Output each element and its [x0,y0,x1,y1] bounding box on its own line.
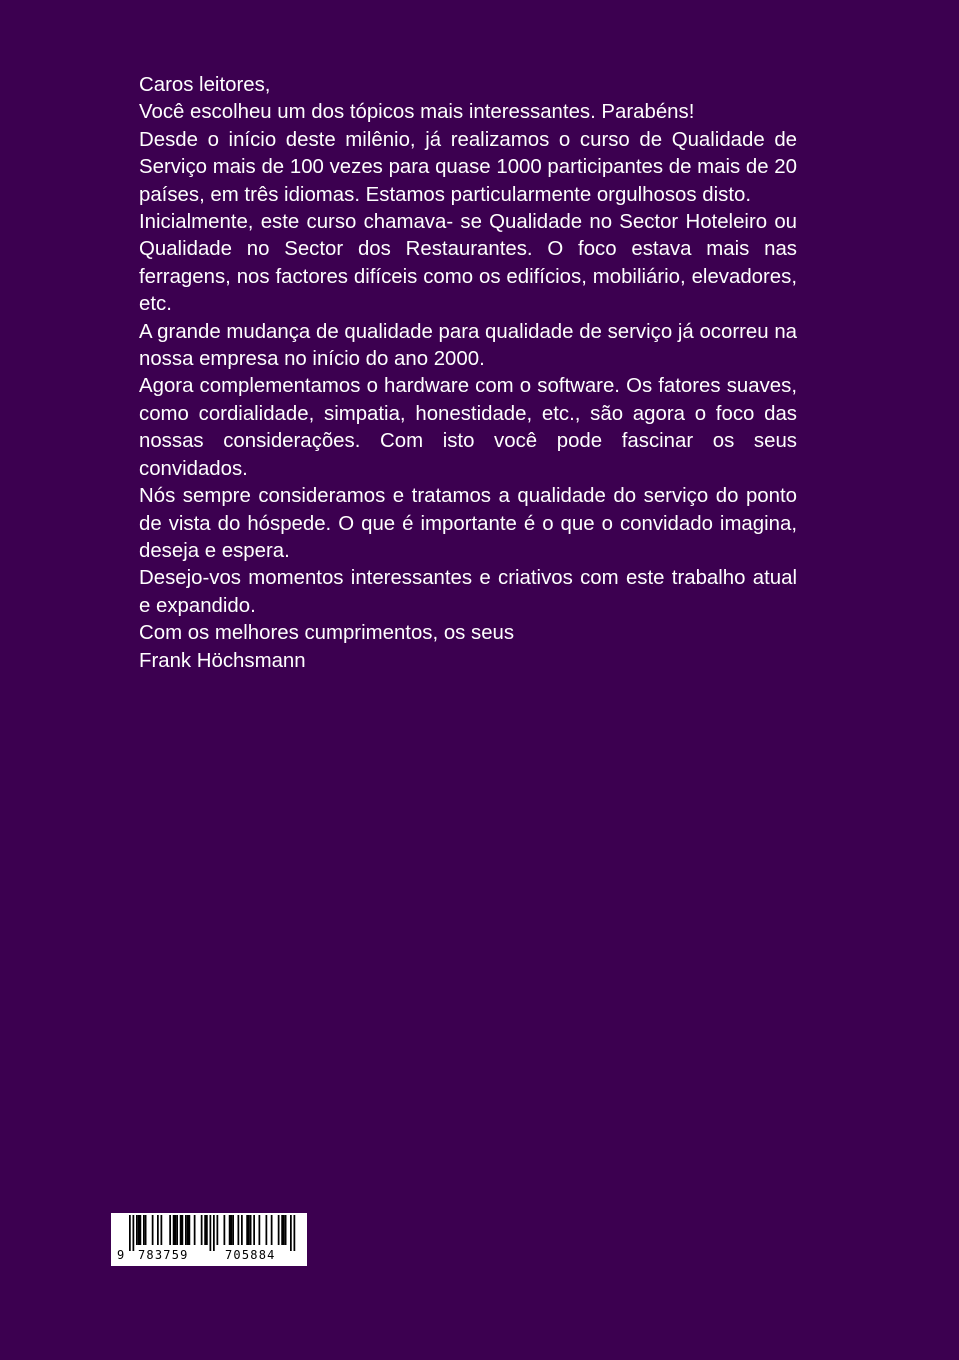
barcode-bar [241,1215,243,1245]
barcode-right-group: 705884 [225,1248,276,1262]
barcode-bar [250,1215,252,1245]
letter-intro: Você escolheu um dos tópicos mais interessantes. Parabéns! [139,101,695,124]
letter-signature: Frank Höchsmann [139,649,306,672]
letter-paragraph: A grande mudança de qualidade para qualidade de serviço já ocorreu na nossa empresa no início do ano 2000. [139,320,797,371]
barcode-bar [136,1215,138,1245]
barcode-guard-bar [129,1215,131,1251]
barcode-bar [161,1215,163,1245]
barcode-bar [232,1215,234,1245]
barcode-guard-bar [294,1215,296,1251]
barcode-bar [175,1215,177,1245]
barcode-bar [194,1215,196,1245]
letter-closing: Com os melhores cumprimentos, os seus [139,622,515,645]
barcode-digits [111,1247,307,1263]
barcode-bar [206,1215,208,1245]
barcode-left-group: 783759 [138,1248,189,1262]
barcode-guard-bar [133,1215,135,1251]
barcode-bar [204,1215,206,1245]
barcode-bar [285,1215,287,1245]
barcode-bar [201,1215,203,1245]
barcode-bar [238,1215,240,1245]
barcode-bar [143,1215,145,1245]
letter-paragraph: Nós sempre consideramos e tratamos a qualidade do serviço do ponto de vista do hóspede. O que é importante é o que o convidado imagina, deseja e espera. [139,485,797,562]
barcode-bar [246,1215,248,1245]
barcode-bar [259,1215,261,1245]
barcode-lead-digit: 9 [117,1248,125,1262]
barcode-guard-bar [213,1215,215,1251]
barcode-bar [189,1215,191,1245]
isbn-barcode [111,1213,307,1266]
barcode-bar [231,1215,233,1245]
barcode-bar [217,1215,219,1245]
barcode-bar [152,1215,154,1245]
barcode-bar [253,1215,255,1245]
barcode-bar [176,1215,178,1245]
barcode-bar [145,1215,147,1245]
barcode-bar [229,1215,231,1245]
barcode-bar [224,1215,226,1245]
barcode-bar [278,1215,280,1245]
barcode-bar [140,1215,142,1245]
barcode-bar [281,1215,283,1245]
barcode-bar [169,1215,171,1245]
barcode-bar [248,1215,250,1245]
letter-paragraph: Inicialmente, este curso chamava- se Qualidade no Sector Hoteleiro ou Qualidade no Sector dos Restaurantes. O foco estava mais nas ferragens, nos factores difíceis como os edifícios, mobiliário, elevadores, etc. [139,211,797,316]
letter-body [139,72,797,675]
barcode-bar [185,1215,187,1245]
barcode-bar [157,1215,159,1245]
letter-paragraph: Desejo-vos momentos interessantes e criativos com este trabalho atual e expandido. [139,567,797,617]
letter-paragraph: Desde o início deste milênio, já realizamos o curso de Qualidade de Serviço mais de 100 vezes para quase 1000 participantes de mais de 20 países, em três idiomas. Estamos particularmente orgulhosos disto. [139,128,797,206]
barcode-bar [187,1215,189,1245]
letter-greeting: Caros leitores, [139,74,271,96]
barcode-bar [283,1215,285,1245]
barcode-bar [138,1215,140,1245]
barcode-bar [266,1215,268,1245]
letter-paragraph: Agora complementamos o hardware com o software. Os fatores suaves, como cordialidade, simpatia, honestidade, etc., são agora o foco das nossas considerações. Com isto você pode fascinar os seus convidados. [139,375,797,480]
barcode-bar [182,1215,184,1245]
barcode-bar [180,1215,182,1245]
barcode-guard-bar [290,1215,292,1251]
barcode-bar [271,1215,273,1245]
barcode-bar [173,1215,175,1245]
barcode-guard-bar [210,1215,212,1251]
